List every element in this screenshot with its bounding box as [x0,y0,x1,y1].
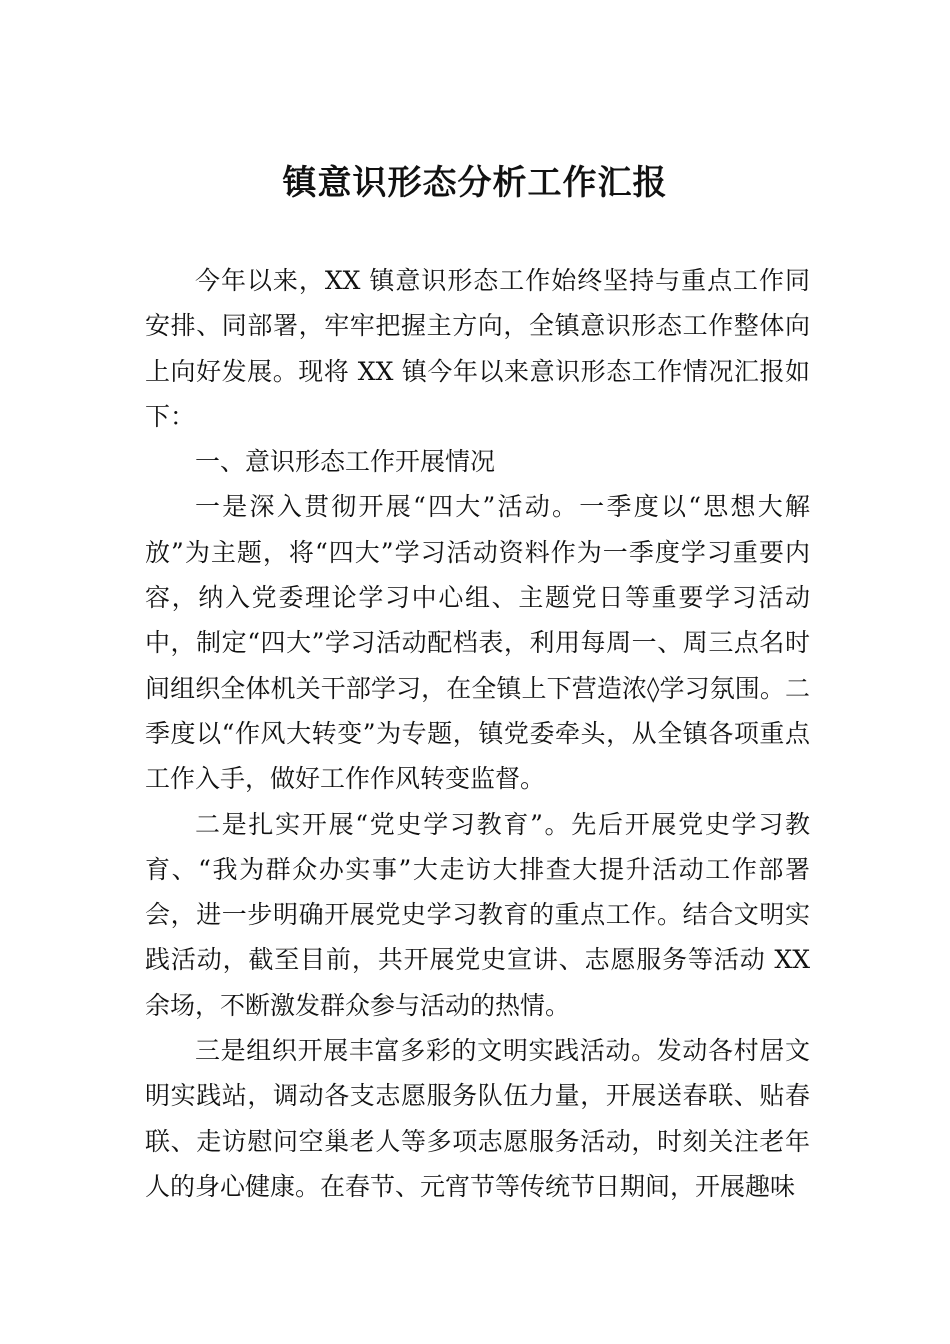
section-heading: 一、意识形态工作开展情况 [195,447,496,477]
document-title: 镇意识形态分析工作汇报 [282,163,668,203]
document-body [145,258,810,1209]
intro-paragraph: 今年以来，XX 镇意识形态工作始终坚持与重点工作同安排、同部署，牢牢把握主方向，全镇意识形态工作整体向上向好发展。现将 XX 镇今年以来意识形态工作情况汇报如下： [145,266,810,431]
body-paragraph: 一是深入贯彻开展“四大”活动。一季度以“思想大解放”为主题，将“四大”学习活动资料作为一季度学习重要内容，纳入党委理论学习中心组、主题党日等重要学习活动中，制定“四大”学习活动配档表，利用每周一、周三点名时间组织全体机关干部学习，在全镇上下营造浓◊学习氛围。二季度以“作风大转变”为专题，镇党委牵头，从全镇各项重点工作入手，做好工作作风转变监督。 [145,492,810,794]
body-paragraph: 三是组织开展丰富多彩的文明实践活动。发动各村居文明实践站，调动各支志愿服务队伍力量，开展送春联、贴春联、走访慰问空巢老人等多项志愿服务活动，时刻关注老年人的身心健康。在春节、元宵节等传统节日期间，开展趣味 [145,1036,810,1201]
body-paragraph: 二是扎实开展“党史学习教育”。先后开展党史学习教育、“我为群众办实事”大走访大排查大提升活动工作部署会，进一步明确开展党史学习教育的重点工作。结合文明实践活动，截至目前，共开展党史宣讲、志愿服务等活动 XX 余场，不断激发群众参与活动的热情。 [145,809,810,1020]
